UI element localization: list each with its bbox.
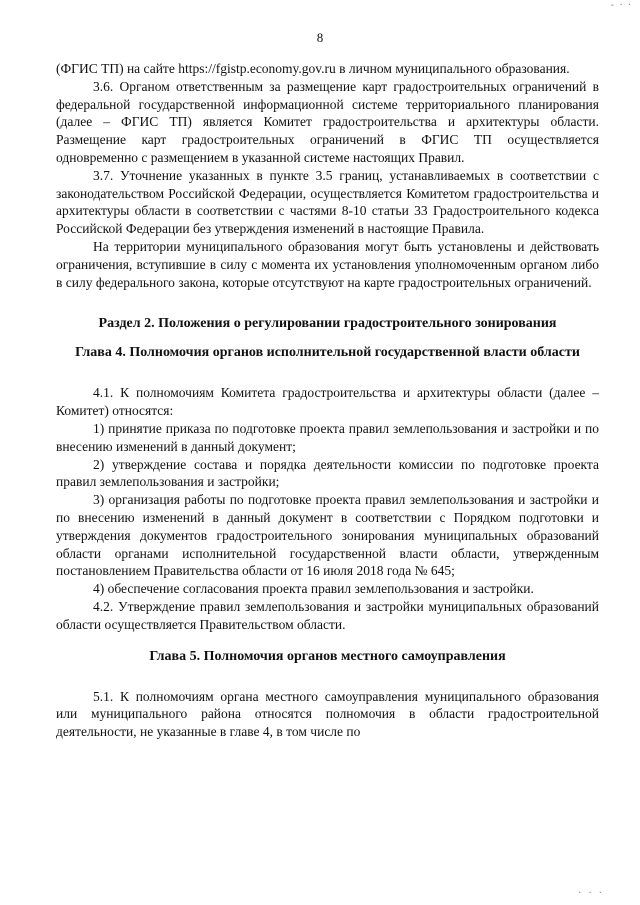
chapter-5-heading: Глава 5. Полномочия органов местного самоуправления <box>149 648 506 664</box>
paragraph-3-7: 3.7. Уточнение указанных в пункте 3.5 границ, устанавливаемых в соответствии с законодательством Российской Федерации, осуществляется Комитетом градостроительства и архитектуры области в соответствии с частями 8-10 статьи 33 Градостроительного кодекса Российской Федерации без утверждения изменений в настоящие Правила. <box>56 167 599 237</box>
paragraph-continuation: (ФГИС ТП) на сайте https://fgistp.economy.gov.ru в личном муниципального образования. <box>56 61 570 76</box>
paragraph-territory: На территории муниципального образования могут быть установлены и действовать ограничения, вступившие в силу с момента их установления уполномоченным органом либо в силу федерального закона, которые отсутствуют на карте градостроительных ограничений. <box>56 238 599 290</box>
list-item-4-1-4: 4) обеспечение согласования проекта правил землепользования и застройки. <box>93 581 534 597</box>
paragraph-3-6: 3.6. Органом ответственным за размещение карт градостроительных ограничений в федеральной государственной информационной системе территориального планирования (далее – ФГИС ТП) является Комитет градостроительства и архитектуры области. Размещение карт градостроительных ограничений в ФГИС ТП осуществляется одновременно с размещением в указанной системе настоящих Правил. <box>56 78 599 165</box>
corner-mark-bottom: · · · <box>578 888 604 899</box>
document-body <box>56 60 599 741</box>
list-item-4-1-1: 1) принятие приказа по подготовке проекта правил землепользования и застройки и по внесению изменений в данный документ; <box>56 420 599 454</box>
chapter-4-heading: Глава 4. Полномочия органов исполнительной государственной власти области <box>75 345 580 361</box>
section-2-heading: Раздел 2. Положения о регулировании градостроительного зонирования <box>98 316 557 332</box>
list-item-4-1-3: 3) организация работы по подготовке проекта правил землепользования и застройки и по внесению изменений в данный документ в соответствии с Порядком подготовки и утверждения документов градостроительного зонирования муниципальных образований области органами исполнительной государственной власти области, утвержденным постановлением Правительства области от 16 июля 2018 года № 645; <box>56 492 599 579</box>
page-number: 8 <box>316 30 324 45</box>
corner-mark: - · · <box>610 0 632 11</box>
list-item-4-1-2: 2) утверждение состава и порядка деятельности комиссии по подготовке проекта правил землепользования и застройки; <box>56 456 599 490</box>
paragraph-4-2: 4.2. Утверждение правил землепользования и застройки муниципальных образований области осуществляется Правительством области. <box>56 598 599 632</box>
paragraph-4-1: 4.1. К полномочиям Комитета градостроительства и архитектуры области (далее – Комитет) относятся: <box>56 385 599 419</box>
paragraph-5-1: 5.1. К полномочиям органа местного самоуправления муниципального образования или муниципального района относятся полномочия в области градостроительной деятельности, не указанные в главе 4, в том числе по <box>56 688 599 740</box>
